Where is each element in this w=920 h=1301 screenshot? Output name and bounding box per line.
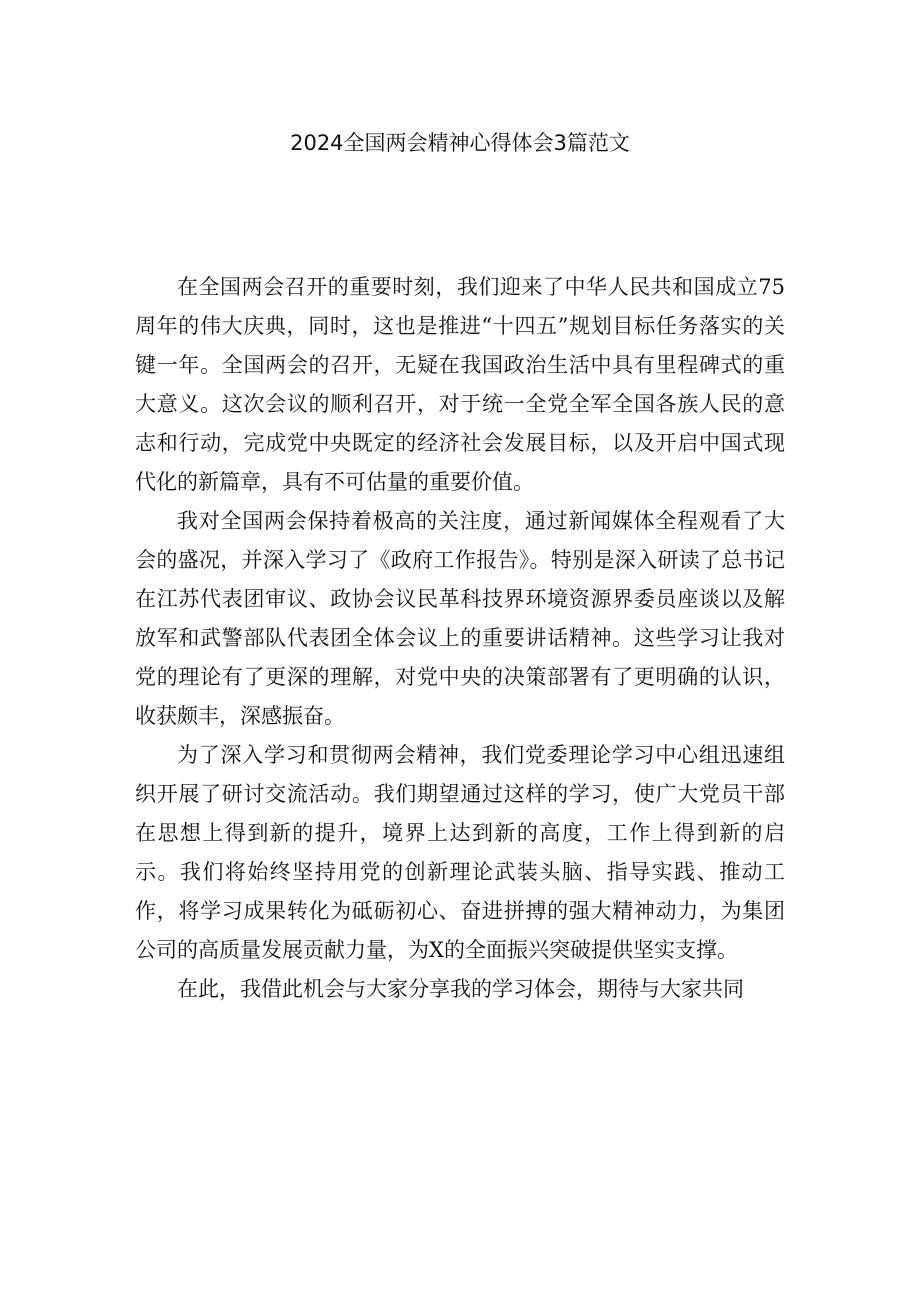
paragraph-intro: 在全国两会召开的重要时刻，我们迎来了中华人民共和国成立75周年的伟大庆典，同时，这也是推进“十四五”规划目标任务落实的关键一年。全国两会的召开，无疑在我国政治生活中具有里程碑式的重大意义。这次会议的顺利召开，对于统一全党全军全国各族人民的意志和行动，完成党中央既定的经济社会发展目标，以及开启中国式现代化的新篇章，具有不可估量的重要价值。 [135, 275, 785, 494]
document-title: 2024全国两会精神心得体会3篇范文 [290, 131, 630, 155]
paragraph-sharing: 在此，我借此机会与大家分享我的学习体会，期待与大家共同 [177, 977, 744, 1001]
paragraph-attention: 我对全国两会保持着极高的关注度，通过新闻媒体全程观看了大会的盛况，并深入学习了《政府工作报告》。特别是深入研读了总书记在江苏代表团审议、政协会议民革科技界环境资源界委员座谈以及解放军和武警部队代表团全体会议上的重要讲话精神。这些学习让我对党的理论有了更深的理解，对党中央的决策部署有了更明确的认识，收获颇丰，深感振奋。 [135, 509, 785, 728]
paragraph-study-activity: 为了深入学习和贯彻两会精神，我们党委理论学习中心组迅速组织开展了研讨交流活动。我们期望通过这样的学习，使广大党员干部在思想上得到新的提升，境界上达到新的高度，工作上得到新的启示。我们将始终坚持用党的创新理论武装头脑、指导实践、推动工作，将学习成果转化为砥砺初心、奋进拼搏的强大精神动力，为集团公司的高质量发展贡献力量，为X的全面振兴突破提供坚实支撑。 [135, 743, 785, 962]
document-body [135, 268, 785, 1009]
